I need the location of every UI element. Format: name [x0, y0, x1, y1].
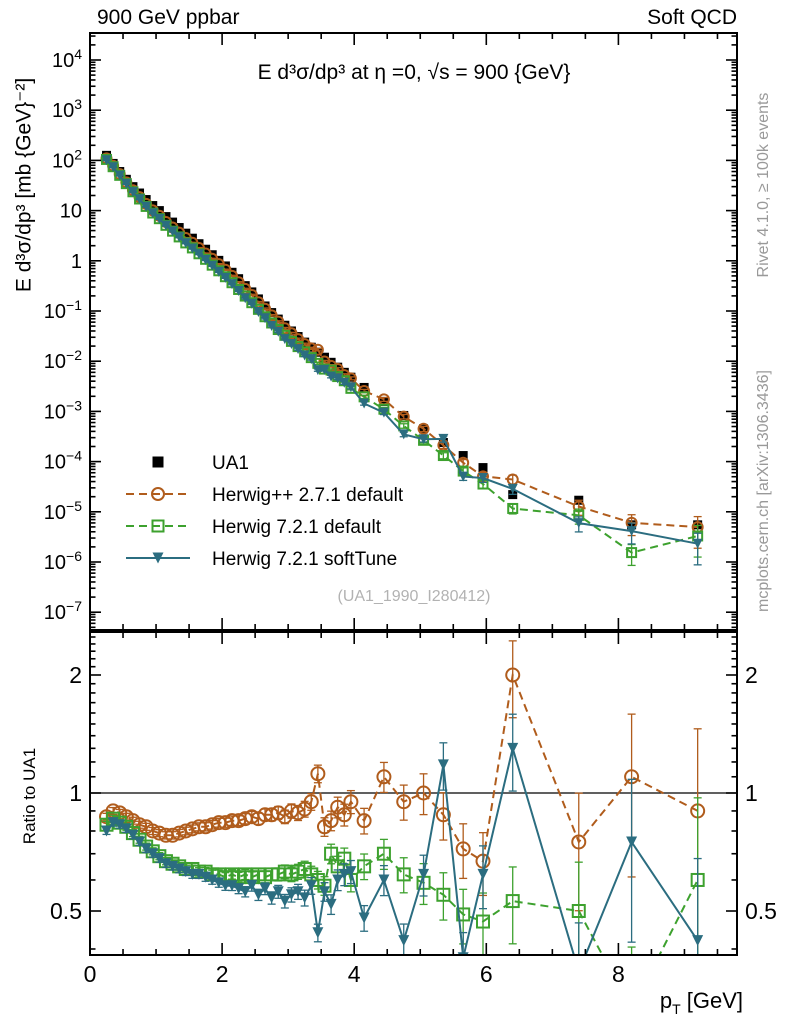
series-herwigpp-271-default-ratio [100, 641, 704, 976]
legend-label-herwigpp-271-default: Herwig++ 2.7.1 default [212, 485, 404, 506]
legend-label-herwig-721-softtune: Herwig 7.2.1 softTune [212, 549, 398, 570]
legend [126, 453, 404, 570]
svg-text:2: 2 [69, 661, 82, 688]
svg-text:102: $10^2$ [51, 146, 82, 173]
legend-label-ua1: UA1 [212, 453, 249, 474]
series-ua1-main [102, 151, 702, 529]
svg-text:4: 4 [347, 961, 361, 987]
svg-text:10−3: $10^{-3}$ [43, 397, 82, 424]
x-axis-title-unit: [GeV] [680, 988, 743, 1013]
x-axis-title [660, 988, 743, 1017]
svg-text:10−1: $10^{-1}$ [43, 297, 82, 323]
svg-text:0.5: 0.5 [745, 898, 777, 925]
svg-text:0: 0 [83, 961, 97, 987]
svg-text:2: 2 [745, 661, 758, 688]
svg-text:10−2: $10^{-2}$ [43, 347, 82, 374]
panel-frames-and-ticks [90, 33, 737, 955]
header-beam-label: 900 GeV ppbar [97, 6, 240, 29]
x-axis-title-base: p [659, 988, 673, 1013]
svg-text:10: 10 [59, 200, 82, 223]
main-panel-frame [90, 33, 737, 630]
legend-item-herwig-721-default [126, 517, 382, 538]
main-y-axis-title: E d³σ/dp³ [mb {GeV}⁻²] [12, 77, 36, 293]
svg-text:6: 6 [479, 961, 493, 987]
rivet-version-label: Rivet 4.1.0, ≥ 100k events [755, 92, 772, 278]
header-process-label: Soft QCD [647, 6, 737, 29]
svg-text:2: 2 [215, 961, 229, 987]
svg-text:104: $10^4$ [51, 46, 82, 72]
svg-text:1: 1 [69, 780, 82, 806]
svg-text:8: 8 [612, 961, 625, 987]
svg-text:1: 1 [745, 780, 758, 806]
x-axis-title-sub: T [672, 1001, 681, 1017]
ratio-y-axis-title: Ratio to UA1 [20, 747, 39, 845]
svg-text:10−7: $10^{-7}$ [43, 598, 82, 625]
legend-item-ua1 [153, 453, 249, 474]
analysis-id-watermark: (UA1_1990_I280412) [337, 588, 491, 605]
main-plot-title: E d³σ/dp³ at η =0, √s = 900 {GeV} [257, 61, 571, 84]
svg-text:10−6: $10^{-6}$ [43, 548, 82, 574]
svg-text:10−4: $10^{-4}$ [43, 447, 82, 474]
legend-label-herwig-721-default: Herwig 7.2.1 default [212, 517, 381, 538]
series-herwig-721-default-ratio [101, 798, 704, 1024]
svg-text:0.5: 0.5 [50, 898, 82, 925]
legend-item-herwig-721-softtune [126, 549, 397, 570]
legend-item-herwigpp-271-default [126, 485, 404, 506]
svg-text:10−5: $10^{-5}$ [43, 497, 82, 524]
mcplots-credit-label: mcplots.cern.ch [arXiv:1306.3436] [755, 370, 772, 612]
svg-text:103: $10^3$ [51, 96, 82, 123]
svg-text:1: 1 [70, 250, 82, 273]
